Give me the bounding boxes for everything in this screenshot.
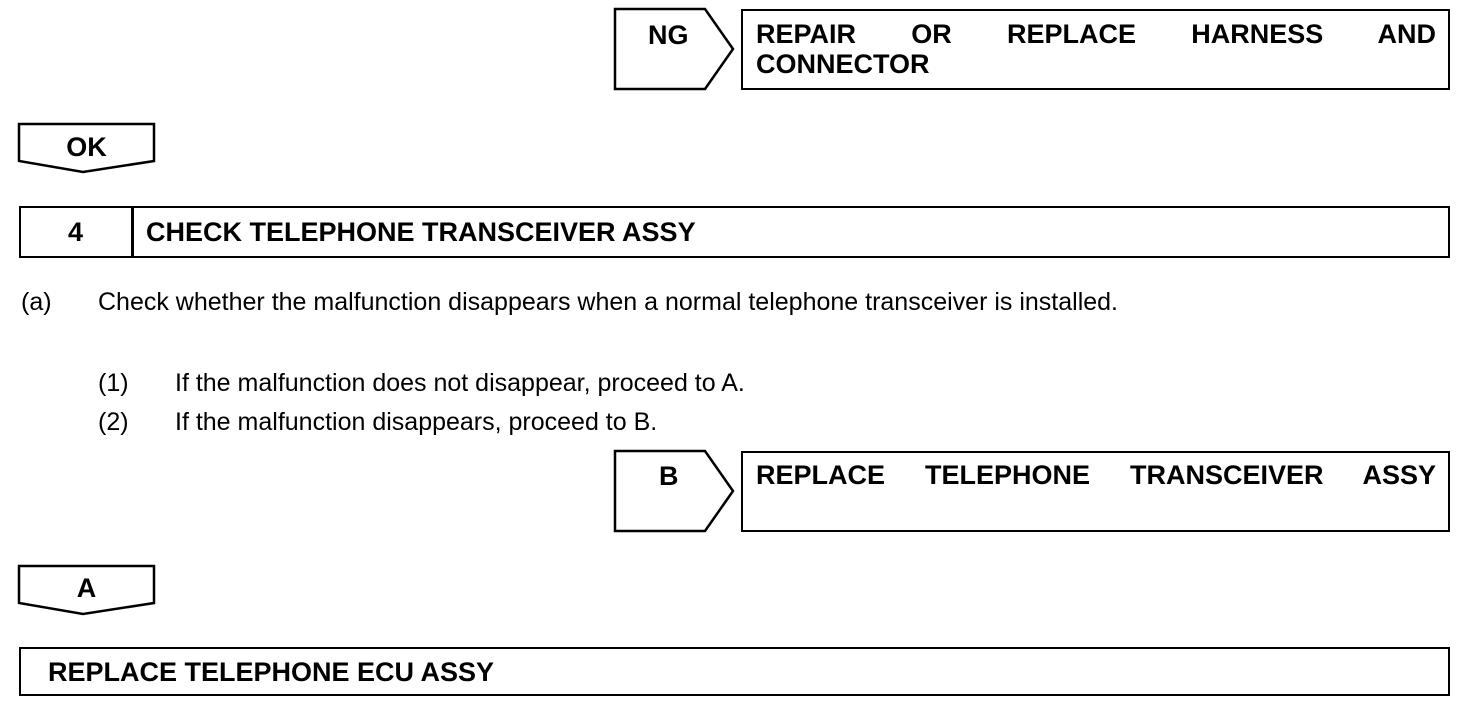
step-4-title: CHECK TELEPHONE TRANSCEIVER ASSY bbox=[146, 217, 696, 247]
a-tag-label: A bbox=[76, 573, 97, 603]
ng-tag-label: NG bbox=[648, 20, 689, 50]
instruction-1-marker: (1) bbox=[98, 369, 129, 397]
ng-result-line2: CONNECTOR bbox=[756, 49, 930, 79]
instruction-a-marker: (a) bbox=[21, 288, 52, 316]
b-tag-label: B bbox=[659, 461, 679, 491]
step-4-number: 4 bbox=[67, 217, 84, 247]
ng-result-line1: REPAIR OR REPLACE HARNESS AND bbox=[756, 19, 1436, 49]
final-step-title: REPLACE TELEPHONE ECU ASSY bbox=[48, 657, 495, 687]
ok-tag-label: OK bbox=[66, 132, 107, 162]
instruction-2-marker: (2) bbox=[98, 408, 129, 436]
instruction-2-text: If the malfunction disappears, proceed to B. bbox=[175, 408, 658, 436]
b-result-text: REPLACE TELEPHONE TRANSCEIVER ASSY bbox=[756, 460, 1436, 490]
instruction-a-text: Check whether the malfunction disappears when a normal telephone transceiver is installed. bbox=[98, 288, 1119, 316]
instruction-1-text: If the malfunction does not disappear, proceed to A. bbox=[175, 369, 745, 397]
